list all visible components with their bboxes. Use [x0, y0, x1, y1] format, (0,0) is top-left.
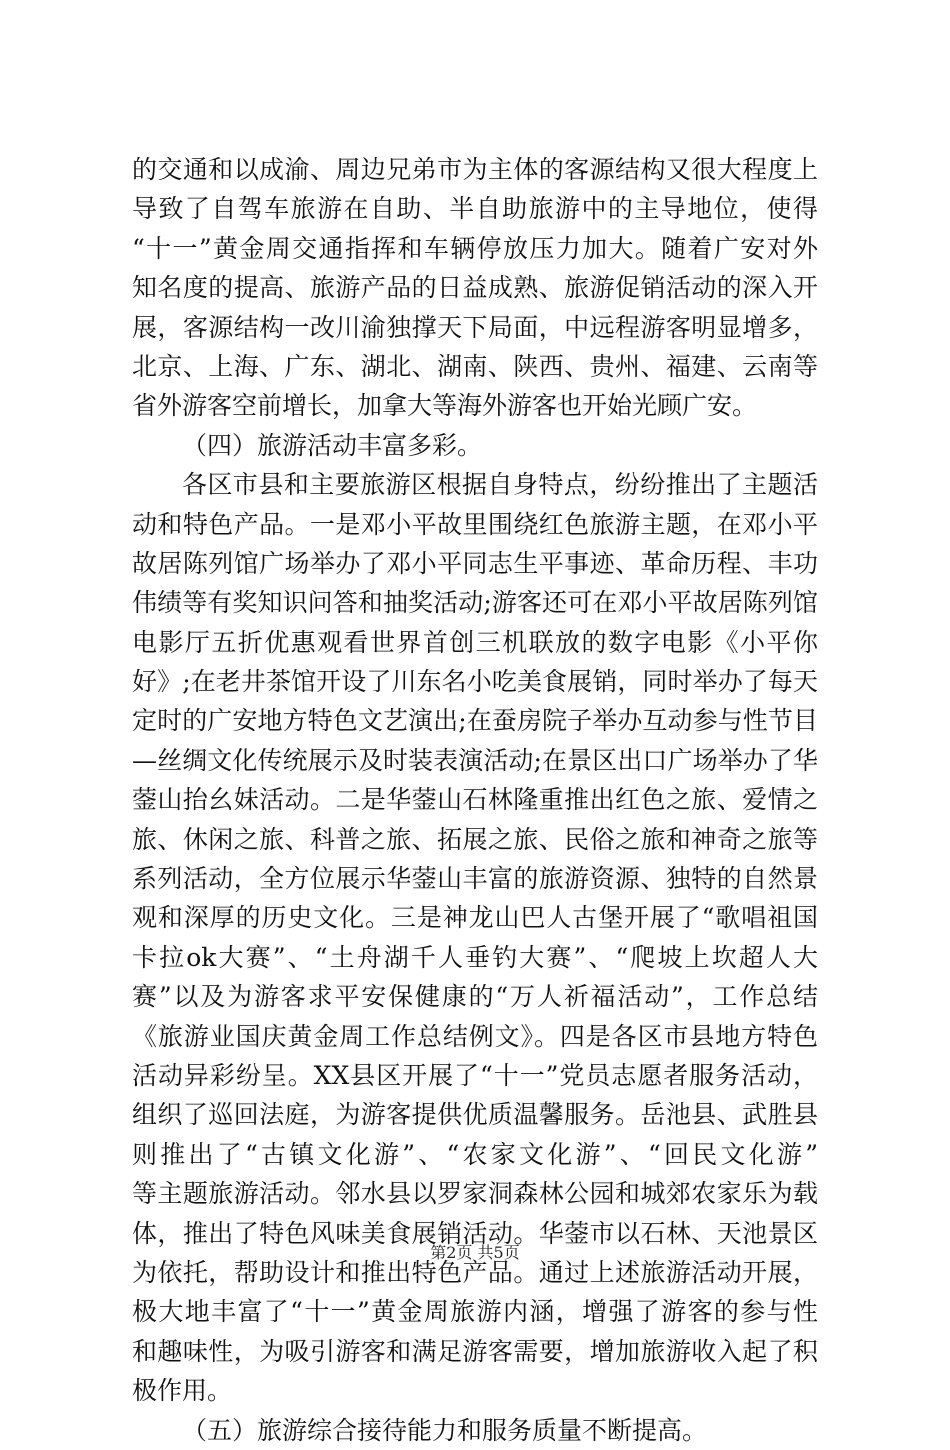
text-line: 蓥山抬幺妹活动。二是华蓥山石林隆重推出红色之旅、爱情之	[132, 785, 818, 815]
text-line: 电影厅五折优惠观看世界首创三机联放的数字电影《小平你	[132, 627, 818, 657]
text-line: 活动异彩纷呈。XX县区开展了“十一”党员志愿者服务活动，	[132, 1060, 818, 1090]
text-line: 的交通和以成渝、周边兄弟市为主体的客源结构又很大程度上	[132, 155, 818, 184]
page-number-footer: 第2页 共5页	[430, 1243, 520, 1262]
text-line: 赛”以及为游客求平安保健康的“万人祈福活动”，工作总结	[132, 982, 818, 1012]
text-line: 旅、休闲之旅、科普之旅、拓展之旅、民俗之旅和神奇之旅等	[132, 824, 818, 854]
text-line: 北京、上海、广东、湖北、湖南、陕西、贵州、福建、云南等	[132, 351, 818, 381]
text-line: 伟绩等有奖知识问答和抽奖活动;游客还可在邓小平故居陈列馆	[132, 588, 818, 618]
text-line: 《旅游业国庆黄金周工作总结例文》。四是各区市县地方特色	[132, 1021, 818, 1051]
text-line: 故居陈列馆广场举办了邓小平同志生平事迹、革命历程、丰功	[132, 548, 818, 578]
text-line: 极大地丰富了“十一”黄金周旅游内涵，增强了游客的参与性	[132, 1297, 818, 1327]
text-line: 体，推出了特色风味美食展销活动。华蓥市以石林、天池景区	[132, 1218, 818, 1248]
text-line: 极作用。	[132, 1376, 233, 1406]
text-line: 组织了巡回法庭，为游客提供优质温馨服务。岳池县、武胜县	[132, 1100, 818, 1130]
text-line: 好》;在老井茶馆开设了川东名小吃美食展销，同时举办了每天	[132, 667, 818, 697]
text-line: —丝绸文化传统展示及时装表演活动;在景区出口广场举办了华	[132, 745, 818, 775]
section-heading: （四）旅游活动丰富多彩。	[182, 430, 483, 460]
text-line: 则推出了“古镇文化游”、“农家文化游”、“回民文化游”	[132, 1139, 818, 1169]
text-line: 和趣味性，为吸引游客和满足游客需要，增加旅游收入起了积	[132, 1336, 818, 1366]
text-line: 观和深厚的历史文化。三是神龙山巴人古堡开展了“歌唱祖国	[132, 903, 818, 933]
text-line: 定时的广安地方特色文艺演出;在蚕房院子举办互动参与性节目	[132, 706, 818, 736]
text-line: 为依托，帮助设计和推出特色产品。通过上述旅游活动开展，	[132, 1257, 818, 1287]
text-line: 展，客源结构一改川渝独撑天下局面，中远程游客明显增多，	[132, 312, 818, 342]
section-heading: （五）旅游综合接待能力和服务质量不断提高。	[182, 1415, 708, 1445]
text-line: 导致了自驾车旅游在自助、半自助旅游中的主导地位，使得	[132, 194, 818, 224]
text-line: 系列活动，全方位展示华蓥山丰富的旅游资源、独特的自然景	[132, 864, 818, 894]
text-line: 各区市县和主要旅游区根据自身特点，纷纷推出了主题活	[182, 470, 818, 500]
text-line: 等主题旅游活动。邻水县以罗家洞森林公园和城郊农家乐为载	[132, 1179, 818, 1209]
text-line: 知名度的提高、旅游产品的日益成熟、旅游促销活动的深入开	[132, 273, 818, 303]
text-line: 动和特色产品。一是邓小平故里围绕红色旅游主题，在邓小平	[132, 509, 818, 539]
text-line: 省外游客空前增长，加拿大等海外游客也开始光顾广安。	[132, 391, 758, 421]
text-line: “十一”黄金周交通指挥和车辆停放压力加大。随着广安对外	[132, 233, 818, 263]
text-line: 卡拉ok大赛”、“土舟湖千人垂钓大赛”、“爬坡上坎超人大	[132, 942, 818, 972]
